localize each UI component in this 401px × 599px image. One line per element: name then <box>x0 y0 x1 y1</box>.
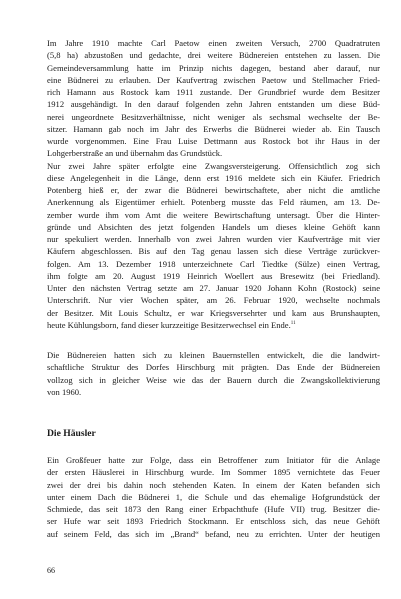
text-line: Potenberg hieß er, der zwar die Büdnerei bewirtschaftete, aber nicht die amtliche <box>47 185 380 195</box>
text-line: nur spekuliert werden. Innerhalb von zwei Jahren wurden vier Kaufverträge mit vier <box>47 234 380 244</box>
text-line: ser Hufe war seit 1893 Friedrich Stockmann. Er entschloss sich, das neue Gehöft <box>47 516 380 527</box>
text-line: Schmiede, das seit 1873 den Rang einer Erbpachthufe (Hufe VII) trug. Besitzer die- <box>47 504 380 514</box>
text-line: Im Jahre 1910 machte Carl Paetow einen zweiten Versuch, 2700 Quadratruten <box>47 38 380 48</box>
text-line: ihm folgte am 20. August 1919 Heinrich Woellert aus Bresewitz (bei Friedland). <box>47 270 380 281</box>
text-line: Anerkennung als Eigentümer erhielt. Potenberg musste das Feld räumen, am 13. De- <box>47 197 380 208</box>
text-line: eine Büdnerei zu erlauben. Der Kaufvertrag zwischen Paetow und Stellmacher Fried- <box>47 74 380 85</box>
text-line: unter einem Dach die Büdnerei 1, die Schule und das ehemalige Hofgrundstück der <box>47 491 380 502</box>
text-line-content: heute Kühlungsborn, fand dieser kurzzeitige Besitzerwechsel ein Ende. <box>47 319 291 330</box>
text-line: von 1960. <box>47 386 82 397</box>
text-line: gründe und Absichten des jetzt folgenden Handels um dieses kleine Gehöft kann <box>47 221 380 232</box>
text-line: Lohgerberstraße an und übernahm das Grundstück. <box>47 148 223 159</box>
text-line: diese Angelegenheit in die Länge, denn erst 1916 meldete sich ein Käufer. Friedrich <box>47 172 380 183</box>
text-line: sitzer. Hamann gab noch im Jahr des Erwerbs die Büdnerei wieder ab. Ein Tausch <box>47 123 380 134</box>
text-line: der ersten Häuslerei in Hirschburg wurde. Im Sommer 1895 vernichtete das Feuer <box>47 467 380 478</box>
text-line: Gemeindeversammlung hatte im Prinzip nichts dagegen, bestand aber darauf, nur <box>47 62 380 73</box>
paragraph <box>47 37 380 331</box>
paragraph <box>47 454 380 540</box>
text-line: schaftliche Struktur des Dorfes Hirschburg mit prägten. Das Ende der Büdnereien <box>47 362 380 373</box>
text-line: Die Büdnereien hatten sich zu kleinen Bauernstellen entwickelt, die die landwirt- <box>47 350 380 360</box>
text-line: nerei ungeordnete Besitzverhältnisse, nicht weniger als sechsmal wechselte der Be- <box>47 111 380 122</box>
text-line <box>47 319 380 331</box>
text-line: zwei der drei bis dahin noch stehenden Katen. In einem der Katen befanden sich <box>47 479 380 490</box>
text-line: Nur zwei Jahre später erfolgte eine Zwangsversteigerung. Offensichtlich zog sich <box>47 160 380 171</box>
footnote-marker: 11 <box>290 320 296 326</box>
text-line: (5,8 ha) abzustoßen und gedachte, drei weitere Büdnereien entstehen zu lassen. Die <box>47 50 380 61</box>
text-line: Käufern abgeschlossen. Bis auf den Tag genau lassen sich diese Verträge zurückver- <box>47 246 380 257</box>
text-line: zember wurde ihm vom Amt die weitere Bewirtschaftung untersagt. Über die Hinter- <box>47 209 380 220</box>
text-line: folgen. Am 13. Dezember 1918 unterzeichnete Carl Tiedtke (Sülze) einen Vertrag, <box>47 258 380 269</box>
paragraph <box>47 349 380 398</box>
text-line: Ein Großfeuer hatte zur Folge, dass ein Betroffener zum Initiator für die Anlage <box>47 455 380 465</box>
text-line: Unter den nächsten Vertrag setzte am 27. Januar 1920 Johann Kohn (Rostock) seine <box>47 283 380 293</box>
text-line: auf seinem Feld, das sich im „Brand“ befand, neu zu errichten. Unter der heutigen <box>47 528 380 539</box>
text-line: Unterschrift. Nur vier Wochen später, am 26. Februar 1920, wechselte nochmals <box>47 295 380 306</box>
text-line: wurde vorgenommen. Eine Frau Luise Dettmann aus Rostock bot ihr Haus in der <box>47 136 380 146</box>
section-heading: Die Häusler <box>47 428 96 439</box>
text-line: vollzog sich in gleicher Weise wie das der Bauern durch die Zwangskollektivierung <box>47 374 380 385</box>
text-line: der Besitzer. Mit Louis Schultz, er war Kriegsversehrter und kam aus Brunshaupten, <box>47 307 380 318</box>
text-line: rich Hamann aus Rostock kam 1911 zustande. Der Grundbrief wurde dem Besitzer <box>47 87 380 97</box>
text-line: 1912 ausgehändigt. In den darauf folgenden zehn Jahren entstanden um diese Büd- <box>47 99 380 110</box>
page-number: 66 <box>47 566 55 575</box>
